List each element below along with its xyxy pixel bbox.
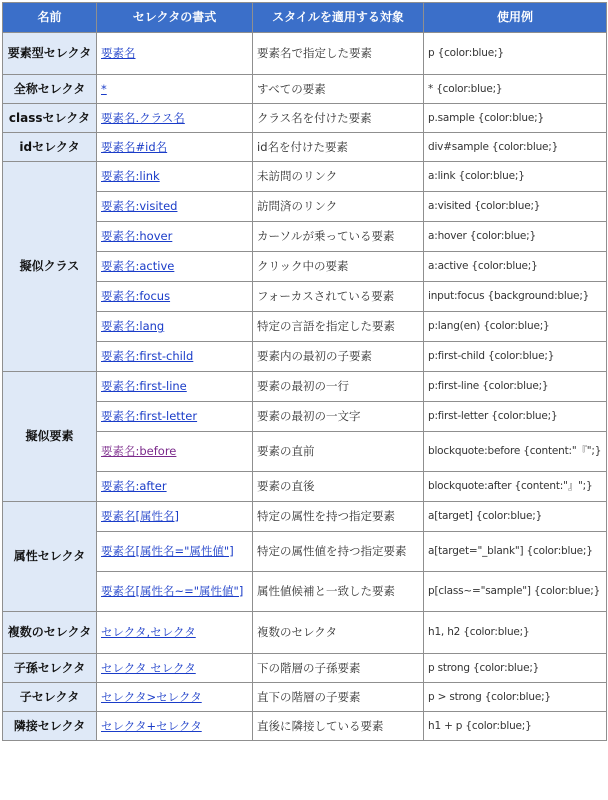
selector-format-cell	[97, 104, 253, 133]
header-row	[3, 3, 607, 33]
selector-category: 子セレクタ	[3, 683, 97, 712]
style-target-cell: 直下の階層の子要素	[253, 683, 424, 712]
style-target-cell: 要素の直後	[253, 472, 424, 502]
usage-example-cell: h1, h2 {color:blue;}	[424, 612, 607, 654]
selector-format-link[interactable]: 要素名	[101, 46, 136, 60]
selector-format-link[interactable]: 要素名:hover	[101, 229, 173, 243]
style-target-cell: 複数のセレクタ	[253, 612, 424, 654]
selector-format-link[interactable]: 要素名:first-child	[101, 349, 194, 363]
header-target: スタイルを適用する対象	[253, 3, 424, 33]
usage-example-cell: h1 + p {color:blue;}	[424, 712, 607, 741]
selector-format-cell	[97, 532, 253, 572]
selector-category: idセレクタ	[3, 133, 97, 162]
table-row	[3, 75, 607, 104]
table-row	[3, 683, 607, 712]
selector-format-cell	[97, 252, 253, 282]
selector-format-link[interactable]: 要素名:after	[101, 479, 167, 493]
style-target-cell: 直後に隣接している要素	[253, 712, 424, 741]
usage-example-cell: div#sample {color:blue;}	[424, 133, 607, 162]
selector-format-cell	[97, 192, 253, 222]
usage-example-cell: input:focus {background:blue;}	[424, 282, 607, 312]
selector-format-link[interactable]: セレクタ>セレクタ	[101, 689, 202, 704]
selector-format-cell	[97, 33, 253, 75]
usage-example-cell: a[target="_blank"] {color:blue;}	[424, 532, 607, 572]
style-target-cell: クラス名を付けた要素	[253, 104, 424, 133]
style-target-cell: 特定の属性値を持つ指定要素	[253, 532, 424, 572]
selector-format-link[interactable]: セレクタ,セレクタ	[101, 625, 196, 639]
style-target-cell: フォーカスされている要素	[253, 282, 424, 312]
style-target-cell: 特定の属性を持つ指定要素	[253, 502, 424, 532]
usage-example-cell: p {color:blue;}	[424, 33, 607, 75]
selector-format-link[interactable]: 要素名[属性名="属性値"]	[101, 544, 234, 558]
style-target-cell: 要素の直前	[253, 432, 424, 472]
selector-category: 擬似クラス	[3, 162, 97, 372]
table-row	[3, 372, 607, 402]
selector-format-link[interactable]: セレクタ+セレクタ	[101, 718, 202, 733]
style-target-cell: 下の階層の子孫要素	[253, 654, 424, 683]
selector-category: 擬似要素	[3, 372, 97, 502]
header-name: 名前	[3, 3, 97, 33]
selector-category: 子孫セレクタ	[3, 654, 97, 683]
selector-format-link[interactable]: *	[101, 81, 107, 96]
style-target-cell: 要素の最初の一行	[253, 372, 424, 402]
header-selector-format: セレクタの書式	[97, 3, 253, 33]
css-selector-table	[2, 2, 607, 741]
style-target-cell: id名を付けた要素	[253, 133, 424, 162]
selector-format-cell	[97, 502, 253, 532]
table-row	[3, 654, 607, 683]
selector-format-cell	[97, 282, 253, 312]
style-target-cell: すべての要素	[253, 75, 424, 104]
usage-example-cell: a:link {color:blue;}	[424, 162, 607, 192]
style-target-cell: クリック中の要素	[253, 252, 424, 282]
selector-format-cell	[97, 472, 253, 502]
style-target-cell: 要素名で指定した要素	[253, 33, 424, 75]
table-row	[3, 502, 607, 532]
selector-format-cell	[97, 654, 253, 683]
selector-format-cell	[97, 712, 253, 741]
selector-format-link[interactable]: 要素名:focus	[101, 289, 171, 303]
selector-format-link[interactable]: 要素名[属性名]	[101, 509, 179, 523]
table-row	[3, 162, 607, 192]
table-row	[3, 33, 607, 75]
style-target-cell: 属性値候補と一致した要素	[253, 572, 424, 612]
selector-format-cell	[97, 222, 253, 252]
usage-example-cell: p:first-child {color:blue;}	[424, 342, 607, 372]
selector-category: 複数のセレクタ	[3, 612, 97, 654]
selector-format-cell	[97, 312, 253, 342]
style-target-cell: 要素内の最初の子要素	[253, 342, 424, 372]
selector-format-cell	[97, 683, 253, 712]
selector-category: 隣接セレクタ	[3, 712, 97, 741]
style-target-cell: 訪問済のリンク	[253, 192, 424, 222]
selector-format-cell	[97, 372, 253, 402]
usage-example-cell: p > strong {color:blue;}	[424, 683, 607, 712]
selector-category: 要素型セレクタ	[3, 33, 97, 75]
selector-format-link[interactable]: 要素名:first-line	[101, 379, 187, 393]
usage-example-cell: p:first-letter {color:blue;}	[424, 402, 607, 432]
selector-format-cell	[97, 402, 253, 432]
table-row	[3, 133, 607, 162]
selector-category: classセレクタ	[3, 104, 97, 133]
usage-example-cell: a:hover {color:blue;}	[424, 222, 607, 252]
style-target-cell: 未訪問のリンク	[253, 162, 424, 192]
usage-example-cell: a:active {color:blue;}	[424, 252, 607, 282]
selector-format-cell	[97, 432, 253, 472]
usage-example-cell: p strong {color:blue;}	[424, 654, 607, 683]
table-row	[3, 612, 607, 654]
selector-format-link[interactable]: 要素名[属性名~="属性値"]	[101, 584, 244, 598]
selector-category: 全称セレクタ	[3, 75, 97, 104]
table-body	[3, 33, 607, 741]
selector-format-cell	[97, 342, 253, 372]
selector-format-link[interactable]: 要素名:lang	[101, 319, 165, 333]
selector-format-link[interactable]: セレクタ セレクタ	[101, 660, 196, 675]
selector-format-link[interactable]: 要素名:first-letter	[101, 409, 198, 423]
selector-format-cell	[97, 75, 253, 104]
selector-format-cell	[97, 133, 253, 162]
table-row	[3, 712, 607, 741]
selector-format-cell	[97, 612, 253, 654]
selector-format-link[interactable]: 要素名#id名	[101, 139, 168, 154]
usage-example-cell: a[target] {color:blue;}	[424, 502, 607, 532]
header-example: 使用例	[424, 3, 607, 33]
selector-category: 属性セレクタ	[3, 502, 97, 612]
selector-format-link[interactable]: 要素名.クラス名	[101, 110, 185, 125]
selector-format-link[interactable]: 要素名:active	[101, 259, 175, 273]
style-target-cell: 特定の言語を指定した要素	[253, 312, 424, 342]
usage-example-cell: * {color:blue;}	[424, 75, 607, 104]
selector-format-link[interactable]: 要素名:before	[101, 444, 177, 458]
selector-format-cell	[97, 572, 253, 612]
selector-format-link[interactable]: 要素名:link	[101, 169, 160, 183]
selector-format-link[interactable]: 要素名:visited	[101, 199, 178, 213]
table-row	[3, 104, 607, 133]
selector-format-cell	[97, 162, 253, 192]
usage-example-cell: p:first-line {color:blue;}	[424, 372, 607, 402]
style-target-cell: 要素の最初の一文字	[253, 402, 424, 432]
usage-example-cell: p:lang(en) {color:blue;}	[424, 312, 607, 342]
usage-example-cell: blockquote:after {content:"』";}	[424, 472, 607, 502]
style-target-cell: カーソルが乗っている要素	[253, 222, 424, 252]
usage-example-cell: p[class~="sample"] {color:blue;}	[424, 572, 607, 612]
usage-example-cell: blockquote:before {content:"『";}	[424, 432, 607, 472]
usage-example-cell: p.sample {color:blue;}	[424, 104, 607, 133]
usage-example-cell: a:visited {color:blue;}	[424, 192, 607, 222]
